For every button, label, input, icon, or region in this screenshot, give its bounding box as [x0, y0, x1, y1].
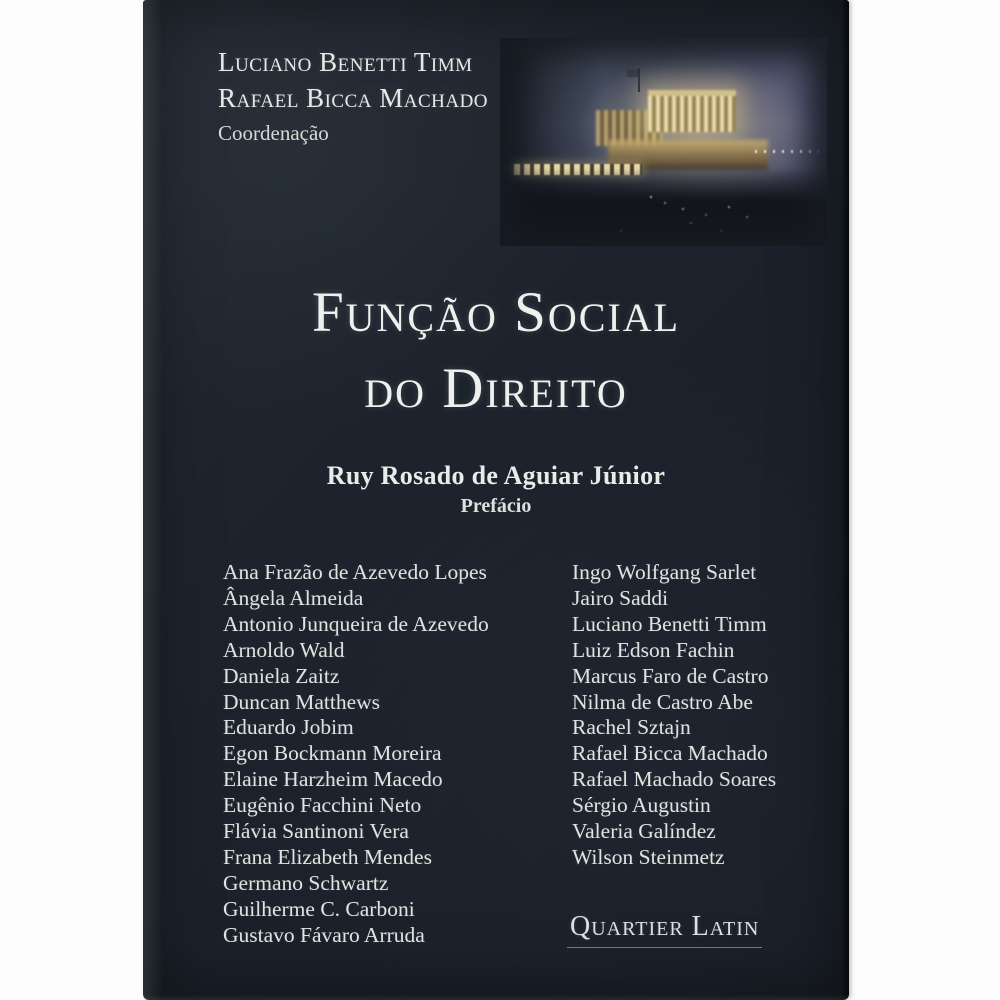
contributor-name: Rachel Sztajn	[572, 715, 691, 740]
authors-role-label: Coordenação	[218, 121, 329, 145]
contributor-name: Duncan Matthews	[223, 689, 381, 714]
acropolis-night-photo	[500, 38, 827, 246]
contributor-name: Guilherme C. Carboni	[223, 896, 415, 921]
publisher-logotype: Quartier Latin	[567, 911, 762, 948]
contributor-name: Ângela Almeida	[223, 585, 364, 610]
author-name-2: Rafael Bicca Machado	[218, 83, 489, 113]
contributor-name: Luiz Edson Fachin	[572, 637, 735, 662]
contributor-name: Wilson Steinmetz	[572, 844, 725, 869]
cover-bottom-edge-highlight	[143, 994, 849, 1000]
author-name-1: Luciano Benetti Timm	[218, 47, 473, 77]
authors-block	[218, 44, 488, 146]
contributor-name: Ingo Wolfgang Sarlet	[572, 560, 757, 584]
book-title	[143, 275, 849, 427]
contributor-name: Valeria Galíndez	[572, 819, 716, 844]
contributors-left-column	[223, 560, 489, 949]
contributor-name: Elaine Harzheim Macedo	[223, 767, 443, 792]
book-title-line-1: Função Social	[311, 281, 681, 344]
book-title-line-2: do Direito	[364, 357, 628, 420]
contributor-name: Eugênio Facchini Neto	[223, 793, 422, 818]
contributor-name: Germano Schwartz	[223, 870, 389, 895]
contributor-name: Egon Bockmann Moreira	[223, 741, 442, 766]
contributor-name: Nilma de Castro Abe	[572, 689, 753, 714]
contributor-name: Gustavo Fávaro Arruda	[223, 922, 425, 947]
contributor-name: Rafael Machado Soares	[572, 767, 777, 792]
contributor-name: Luciano Benetti Timm	[572, 611, 767, 636]
contributor-name: Frana Elizabeth Mendes	[223, 844, 432, 869]
contributor-name: Arnoldo Wald	[223, 637, 345, 662]
contributor-name: Flávia Santinoni Vera	[223, 819, 409, 844]
contributor-name: Jairo Saddi	[572, 585, 669, 610]
preface-label: Prefácio	[460, 495, 532, 517]
contributor-name: Marcus Faro de Castro	[572, 663, 769, 688]
contributor-name: Ana Frazão de Azevedo Lopes	[223, 560, 487, 584]
contributors-right-column	[572, 560, 776, 871]
preface-block	[143, 461, 849, 518]
contributor-name: Eduardo Jobim	[223, 715, 354, 740]
contributor-name: Antonio Junqueira de Azevedo	[223, 611, 489, 636]
photo-edge-fade	[500, 38, 827, 246]
cover-right-edge-shadow	[841, 0, 849, 1000]
contributor-name: Daniela Zaitz	[223, 663, 340, 688]
contributor-name: Rafael Bicca Machado	[572, 741, 768, 766]
book-cover	[143, 0, 849, 1000]
contributor-name: Sérgio Augustin	[572, 793, 711, 818]
preface-author-name: Ruy Rosado de Aguiar Júnior	[326, 461, 666, 490]
